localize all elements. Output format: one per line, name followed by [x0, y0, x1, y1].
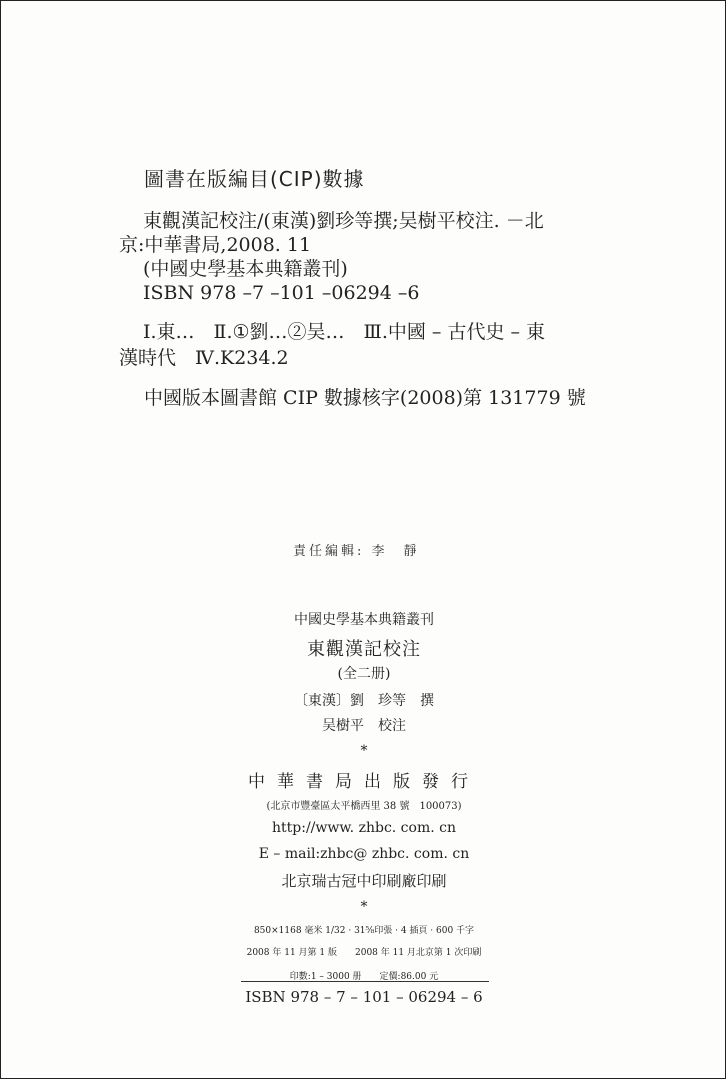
divider-line	[241, 981, 489, 982]
cip-class-line-1: Ⅰ.東… Ⅱ.①劉…②吴… Ⅲ.中國 – 古代史 – 東	[143, 321, 546, 343]
publisher-website: http://www. zhbc. com. cn	[272, 820, 456, 836]
format-specs: 850×1168 毫米 1/32 · 31⅝印張 · 4 插頁 · 600 千字	[253, 926, 475, 936]
cip-line-publication: 京:中華書局,2008. 11	[119, 234, 312, 256]
publisher-address: (北京市豐臺區太平橋西里 38 號 100073)	[266, 801, 462, 812]
separator-star-2: *	[360, 899, 368, 915]
isbn: ISBN 978 – 7 – 101 – 06294 – 6	[245, 988, 483, 1006]
publisher-name: 中華書局出版發行	[248, 772, 480, 792]
responsible-editor: 責任編輯: 李 靜	[293, 544, 420, 559]
publisher-email: E – mail:zhbc@ zhbc. com. cn	[258, 846, 470, 862]
volume-count: (全二册)	[337, 666, 391, 682]
printer-name: 北京瑞古冠中印刷廠印刷	[281, 872, 447, 890]
annotator: 吴樹平 校注	[322, 718, 406, 734]
print-run-price: 印數:1 – 3000 册 定價:86.00 元	[289, 972, 439, 982]
cip-approval-number: 中國版本圖書館 CIP 數據核字(2008)第 131779 號	[144, 387, 586, 409]
cip-line-title: 東觀漢記校注/(東漢)劉珍等撰;吴樹平校注. －北	[143, 210, 544, 232]
cip-class-line-2: 漢時代 Ⅳ.K234.2	[119, 347, 289, 369]
cip-line-series: (中國史學基本典籍叢刊)	[143, 258, 348, 280]
series-name: 中國史學基本典籍叢刊	[294, 612, 434, 628]
cip-heading: 圖書在版編目(CIP)數據	[144, 167, 365, 191]
separator-star: *	[360, 743, 368, 759]
cip-classification	[119, 319, 619, 371]
book-title: 東觀漢記校注	[307, 639, 421, 660]
cip-line-isbn: ISBN 978 –7 –101 –06294 –6	[143, 282, 420, 304]
edition-info: 2008 年 11 月第 1 版 2008 年 11 月北京第 1 次印刷	[246, 948, 482, 958]
authors: 〔東漢〕劉 珍等 撰	[294, 693, 434, 709]
cip-record	[119, 209, 619, 305]
